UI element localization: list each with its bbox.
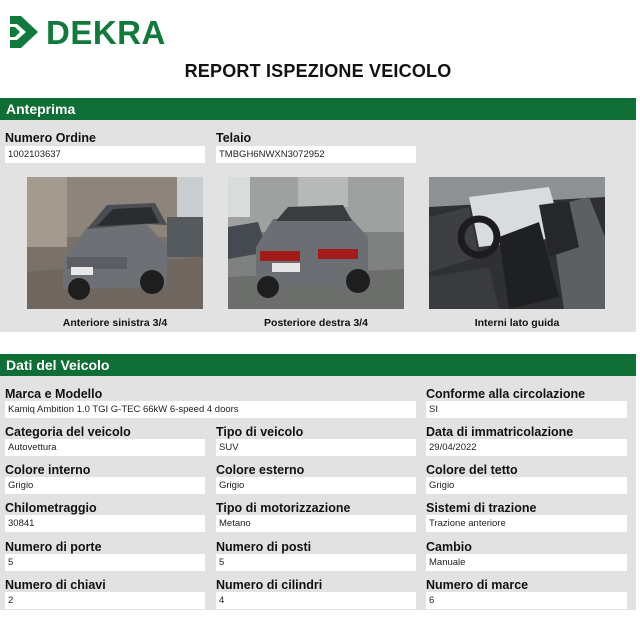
photo-interior-driver-caption: Interni lato guida — [474, 317, 560, 329]
seats-count-value: 5 — [216, 554, 416, 571]
mileage-value: 30841 — [5, 515, 205, 532]
exterior-color-value: Grigio — [216, 477, 416, 494]
cylinders-count-value: 4 — [216, 592, 416, 609]
vehicle-type-value: SUV — [216, 439, 416, 456]
photo-rear-right[interactable] — [228, 177, 404, 309]
exterior-color-label: Colore esterno — [216, 463, 305, 477]
photo-interior-driver[interactable] — [429, 177, 605, 309]
engine-type-value: Metano — [216, 515, 416, 532]
drive-system-value: Trazione anteriore — [426, 515, 627, 532]
vehicle-category-value: Autovettura — [5, 439, 205, 456]
drive-system-label: Sistemi di trazione — [426, 501, 537, 515]
interior-color-value: Grigio — [5, 477, 205, 494]
make-model-label: Marca e Modello — [5, 387, 103, 401]
make-model-value: Kamiq Ambition 1.0 TGI G-TEC 66kW 6-speed 4 doors — [5, 401, 416, 418]
dekra-logo-text: DEKRA — [46, 13, 166, 51]
gearbox-value: Manuale — [426, 554, 627, 571]
gears-count-value: 6 — [426, 592, 627, 609]
roof-color-value: Grigio — [426, 477, 627, 494]
dekra-logo — [8, 12, 166, 52]
section-header-vehicle: Dati del Veicolo — [0, 354, 636, 376]
road-compliance-label: Conforme alla circolazione — [426, 387, 586, 401]
frame-number-value: TMBGH6NWXN3072952 — [216, 146, 416, 163]
seats-count-label: Numero di posti — [216, 540, 312, 554]
report-title: REPORT ISPEZIONE VEICOLO — [184, 61, 452, 81]
keys-count-value: 2 — [5, 592, 205, 609]
cylinders-count-label: Numero di cilindri — [216, 578, 323, 592]
doors-count-value: 5 — [5, 554, 205, 571]
order-number-label: Numero Ordine — [5, 131, 96, 145]
frame-number-label: Telaio — [216, 131, 252, 145]
registration-date-label: Data di immatricolazione — [426, 425, 574, 439]
vehicle-type-label: Tipo di veicolo — [216, 425, 304, 439]
doors-count-label: Numero di porte — [5, 540, 102, 554]
section-header-preview: Anteprima — [0, 98, 636, 120]
photo-rear-right-caption: Posteriore destra 3/4 — [264, 317, 368, 329]
interior-color-label: Colore interno — [5, 463, 91, 477]
dekra-chevron-icon — [8, 14, 40, 50]
gears-count-label: Numero di marce — [426, 578, 529, 592]
registration-date-value: 29/04/2022 — [426, 439, 627, 456]
roof-color-label: Colore del tetto — [426, 463, 518, 477]
engine-type-label: Tipo di motorizzazione — [216, 501, 351, 515]
road-compliance-value: SI — [426, 401, 627, 418]
mileage-label: Chilometraggio — [5, 501, 97, 515]
photo-front-left[interactable] — [27, 177, 203, 309]
order-number-value: 1002103637 — [5, 146, 205, 163]
vehicle-category-label: Categoria del veicolo — [5, 425, 131, 439]
gearbox-label: Cambio — [426, 540, 472, 554]
keys-count-label: Numero di chiavi — [5, 578, 106, 592]
photo-front-left-caption: Anteriore sinistra 3/4 — [62, 317, 168, 329]
